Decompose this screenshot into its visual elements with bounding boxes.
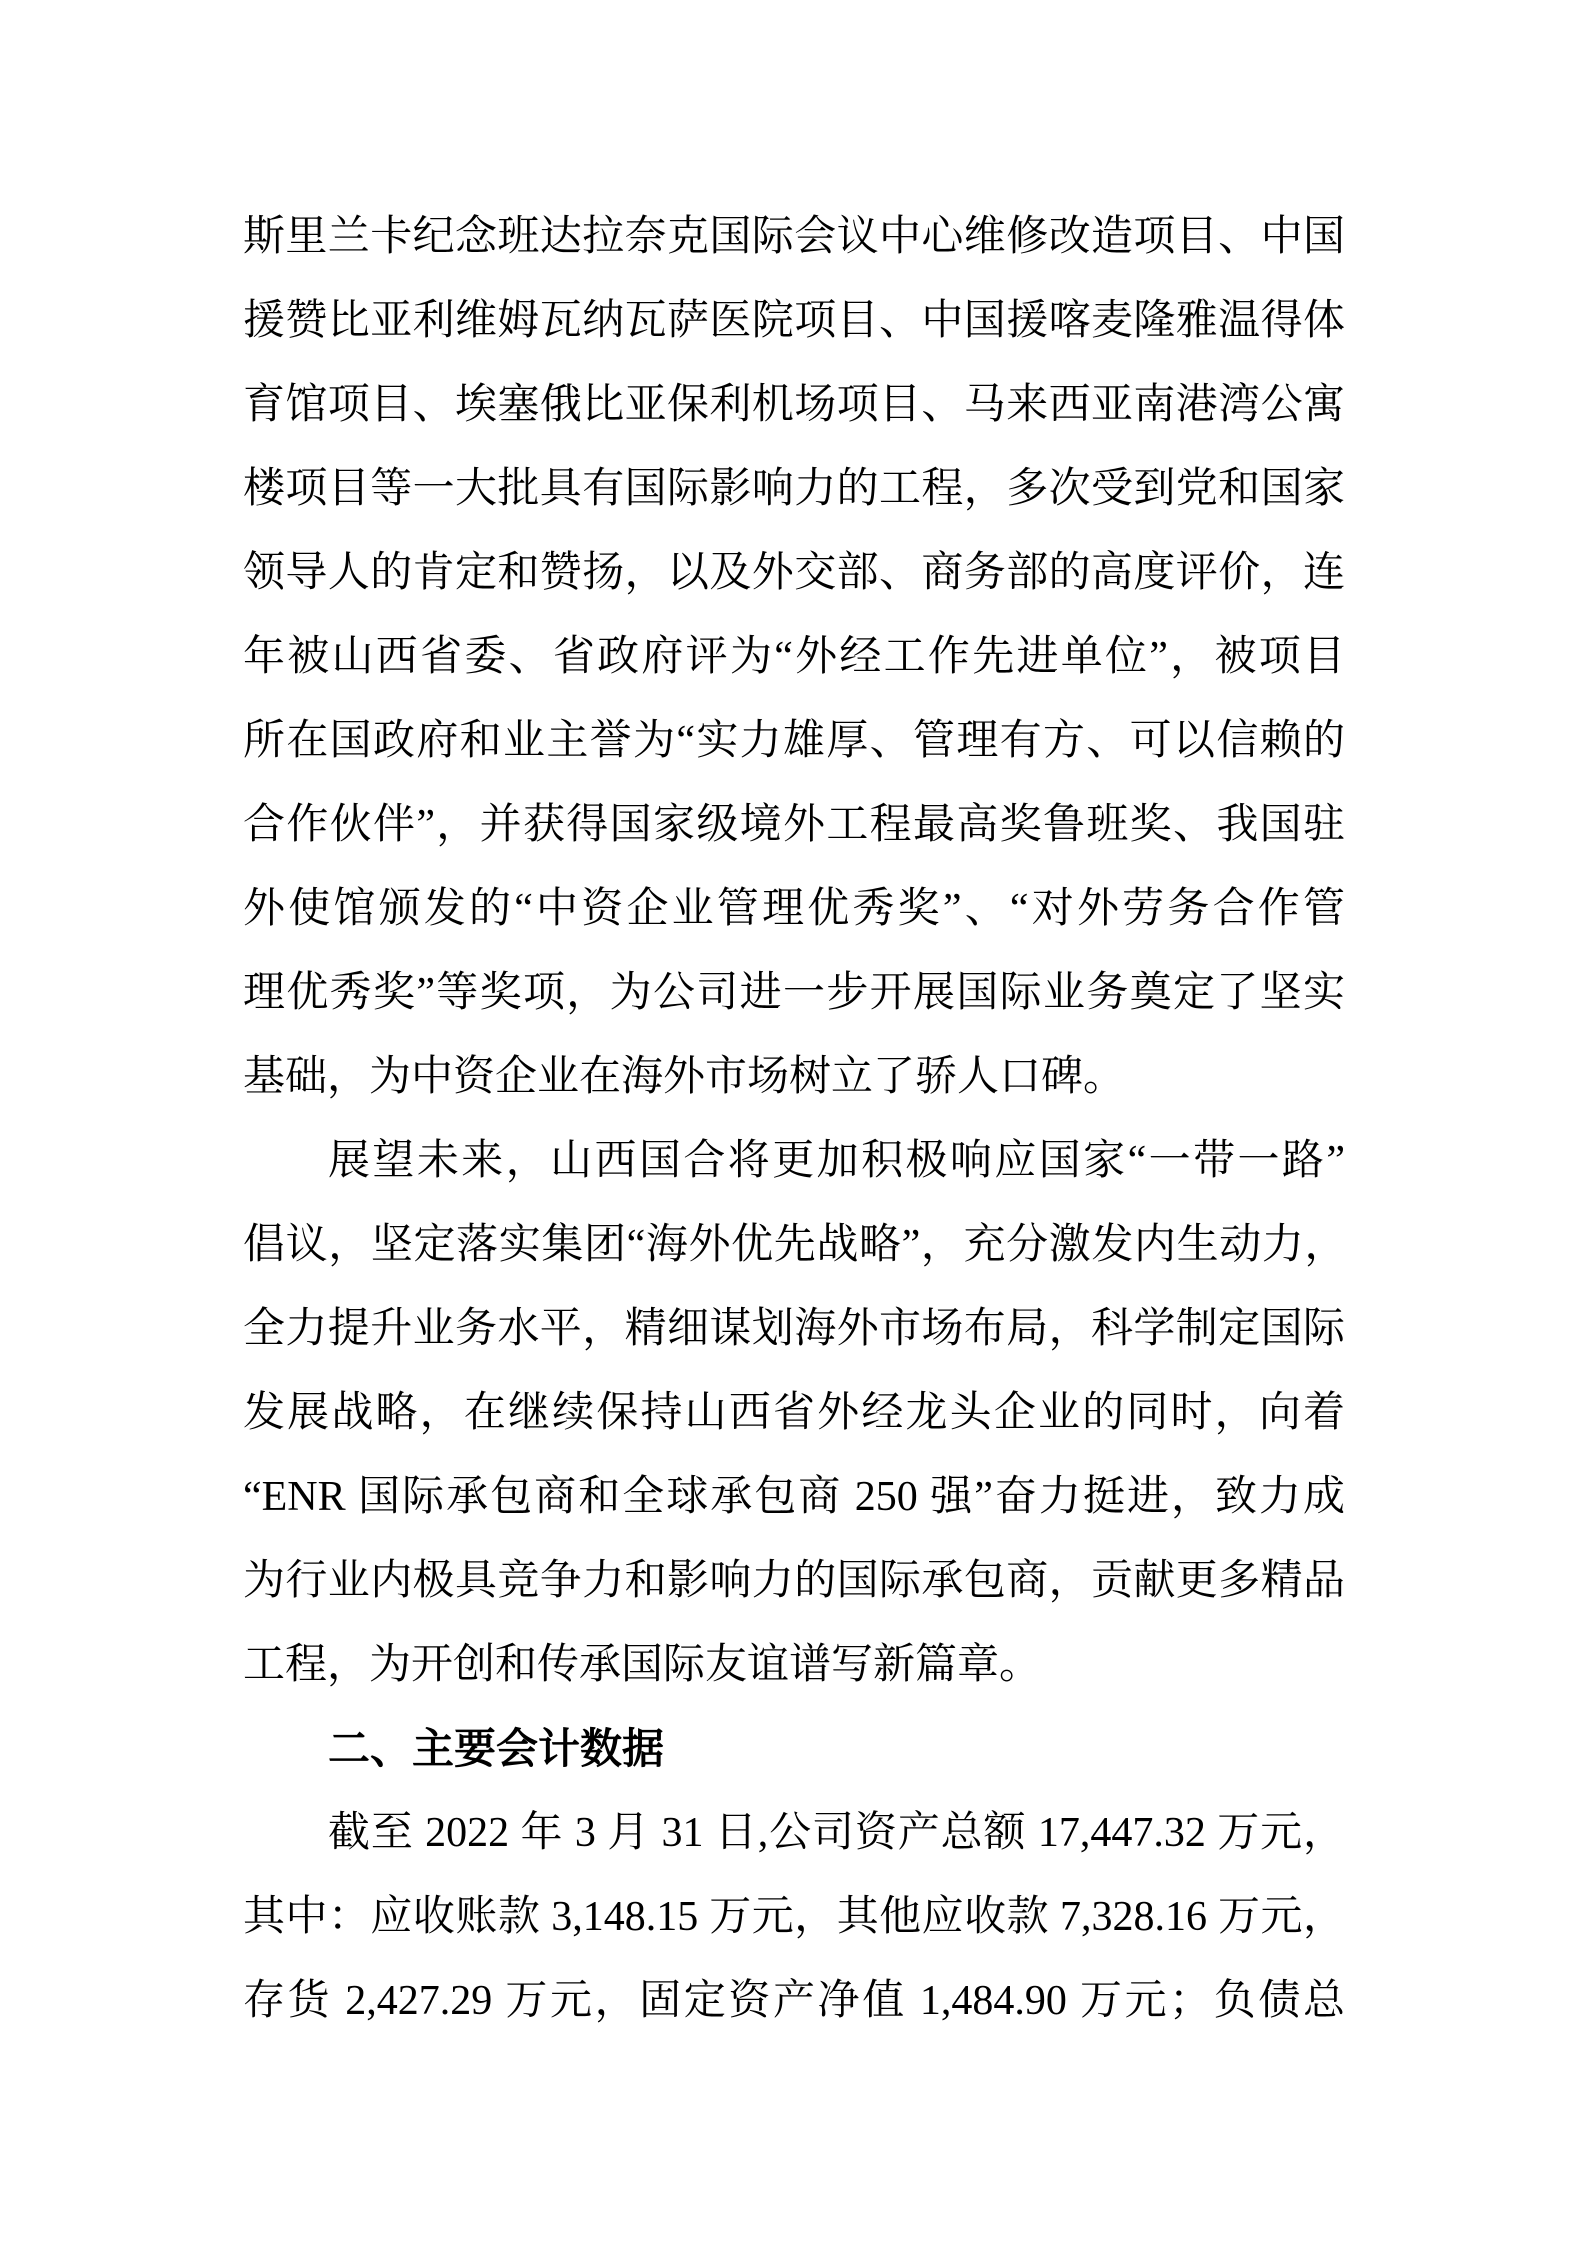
text-line: 为行业内极具竞争力和影响力的国际承包商，贡献更多精品 [243, 1558, 1345, 1604]
section-heading: 二、主要会计数据 [328, 1725, 665, 1772]
text-line: 截至 2022 年 3 月 31 日,公司资产总额 17,447.32 万元， [328, 1810, 1345, 1856]
text-line: 所在国政府和业主誉为“实力雄厚、管理有方、可以信赖的 [243, 718, 1345, 764]
text-line: 楼项目等一大批具有国际影响力的工程，多次受到党和国家 [243, 466, 1345, 512]
text-line: 年被山西省委、省政府评为“外经工作先进单位”，被项目 [243, 634, 1345, 680]
text-line: 存货 2,427.29 万元，固定资产净值 1,484.90 万元；负债总 [243, 1978, 1345, 2024]
text-line: 其中：应收账款 3,148.15 万元，其他应收款 7,328.16 万元， [243, 1894, 1345, 1940]
text-line: 基础，为中资企业在海外市场树立了骄人口碑。 [243, 1054, 1126, 1100]
text-line: 合作伙伴”，并获得国家级境外工程最高奖鲁班奖、我国驻 [243, 802, 1345, 848]
text-line: 育馆项目、埃塞俄比亚保利机场项目、马来西亚南港湾公寓 [243, 382, 1345, 428]
text-line: 展望未来，山西国合将更加积极响应国家“一带一路” [328, 1138, 1345, 1184]
text-line: “ENR 国际承包商和全球承包商 250 强”奋力挺进，致力成 [243, 1474, 1345, 1520]
text-line: 外使馆颁发的“中资企业管理优秀奖”、“对外劳务合作管 [243, 886, 1345, 932]
text-line: 发展战略，在继续保持山西省外经龙头企业的同时，向着 [243, 1390, 1345, 1436]
text-block [243, 195, 1345, 2043]
text-line: 全力提升业务水平，精细谋划海外市场布局，科学制定国际 [243, 1306, 1345, 1352]
text-line: 工程，为开创和传承国际友谊谱写新篇章。 [243, 1642, 1042, 1688]
text-line: 斯里兰卡纪念班达拉奈克国际会议中心维修改造项目、中国 [243, 214, 1345, 260]
text-line: 领导人的肯定和赞扬，以及外交部、商务部的高度评价，连 [243, 550, 1345, 596]
text-line: 援赞比亚利维姆瓦纳瓦萨医院项目、中国援喀麦隆雅温得体 [243, 298, 1345, 344]
text-line: 倡议，坚定落实集团“海外优先战略”，充分激发内生动力， [243, 1222, 1345, 1268]
text-line: 理优秀奖”等奖项，为公司进一步开展国际业务奠定了坚实 [243, 970, 1345, 1016]
